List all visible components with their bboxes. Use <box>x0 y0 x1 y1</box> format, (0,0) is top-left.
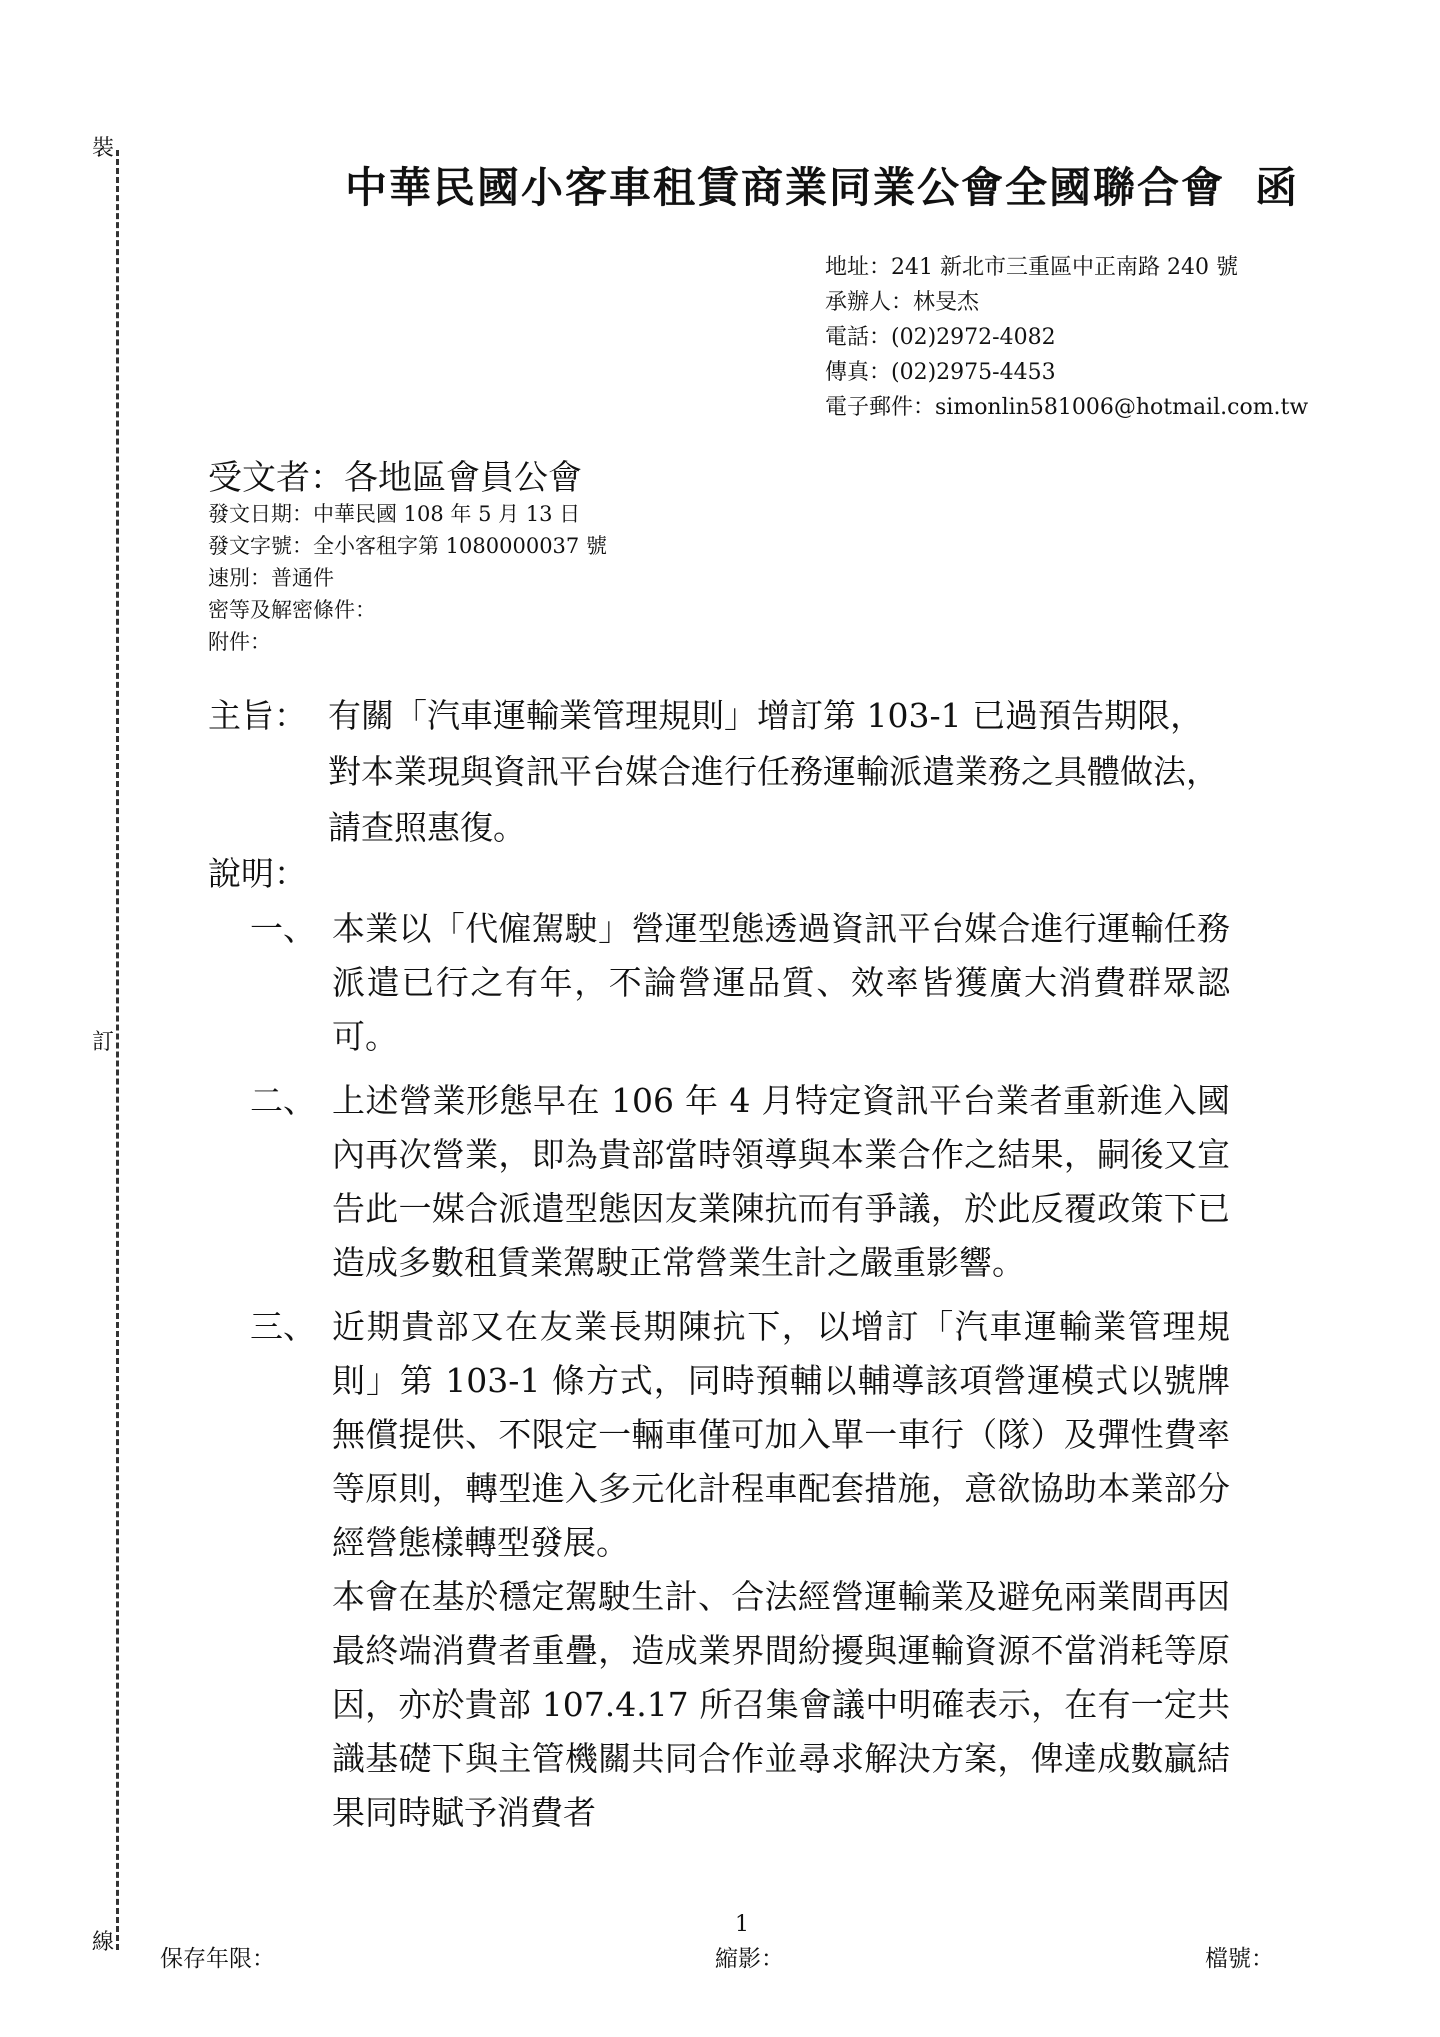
item-content <box>332 1300 1230 1840</box>
subject-label: 主旨： <box>208 696 307 735</box>
org-title: 中華民國小客車租賃商業同業公會全國聯合會 <box>345 163 1226 212</box>
contact-address: 地址：241 新北市三重區中正南路 240 號 <box>825 255 1238 280</box>
footer-file-number: 檔號： <box>1205 1946 1274 1972</box>
explanation-list <box>250 902 1230 1850</box>
binding-dashed-line <box>116 150 119 1950</box>
binding-mark-bottom: 線 <box>92 1930 115 1955</box>
explanation-item <box>250 1074 1230 1290</box>
item-number: 三、 <box>250 1307 316 1346</box>
subject-section <box>208 688 1230 856</box>
secrecy-level: 密等及解密條件： <box>208 598 376 622</box>
item-text-continued: 本會在基於穩定駕駛生計、合法經營運輸業及避免兩業間再因最終端消費者重疊，造成業界間紛擾與運輸資源不當消耗等原因，亦於貴部 107.4.17 所召集會議中明確表示，在有一定共識基礎下與主管機關共同合作並尋求解決方案，俾達成數贏結果同時賦予消費者 <box>332 1577 1230 1832</box>
contact-block <box>825 250 1308 425</box>
footer-retention: 保存年限： <box>160 1946 275 1972</box>
document-number: 發文字號：全小客租字第 1080000037 號 <box>208 534 607 558</box>
item-text: 本業以「代僱駕駛」營運型態透過資訊平台媒合進行運輸任務派遣已行之有年，不論營運品質、效率皆獲廣大消費群眾認可。 <box>332 909 1230 1056</box>
explanation-item <box>250 902 1230 1064</box>
contact-email: 電子郵件：simonlin581006@hotmail.com.tw <box>825 395 1309 420</box>
delivery-speed: 速別：普通件 <box>208 566 334 590</box>
contact-phone: 電話：(02)2972-4082 <box>825 325 1056 350</box>
binding-mark-top: 裝 <box>92 136 115 161</box>
footer-microfilm: 縮影： <box>715 1946 784 1972</box>
attachment: 附件： <box>208 630 271 654</box>
item-number: 一、 <box>250 909 316 948</box>
subject-text: 有關「汽車運輸業管理規則」增訂第 103-1 已過預告期限，對本業現與資訊平台媒合進行任務運輸派遣業務之具體做法，請查照惠復。 <box>328 696 1219 847</box>
item-number: 二、 <box>250 1081 316 1120</box>
document-meta <box>208 498 607 658</box>
page-number: 1 <box>735 1912 749 1937</box>
issue-date: 發文日期：中華民國 108 年 5 月 13 日 <box>208 502 581 526</box>
explanation-label: 說明： <box>208 854 307 893</box>
item-text: 上述營業形態早在 106 年 4 月特定資訊平台業者重新進入國內再次營業，即為貴部當時領導與本業合作之結果，嗣後又宣告此一媒合派遣型態因友業陳抗而有爭議，於此反覆政策下已造成多數租賃業駕駛正常營業生計之嚴重影響。 <box>332 1081 1230 1282</box>
doc-type: 函 <box>1255 163 1298 212</box>
contact-fax: 傳真：(02)2975-4453 <box>825 360 1056 385</box>
binding-mark-middle: 訂 <box>92 1030 115 1055</box>
contact-handler: 承辦人：林旻杰 <box>825 290 980 315</box>
explanation-item <box>250 1300 1230 1840</box>
recipient: 受文者：各地區會員公會 <box>208 458 582 498</box>
item-text: 近期貴部又在友業長期陳抗下，以增訂「汽車運輸業管理規則」第 103-1 條方式，同時預輔以輔導該項營運模式以號牌無償提供、不限定一輛車僅可加入單一車行（隊）及彈性費率等原則，轉型進入多元化計程車配套措施，意欲協助本業部分經營態樣轉型發展。 <box>332 1307 1230 1562</box>
